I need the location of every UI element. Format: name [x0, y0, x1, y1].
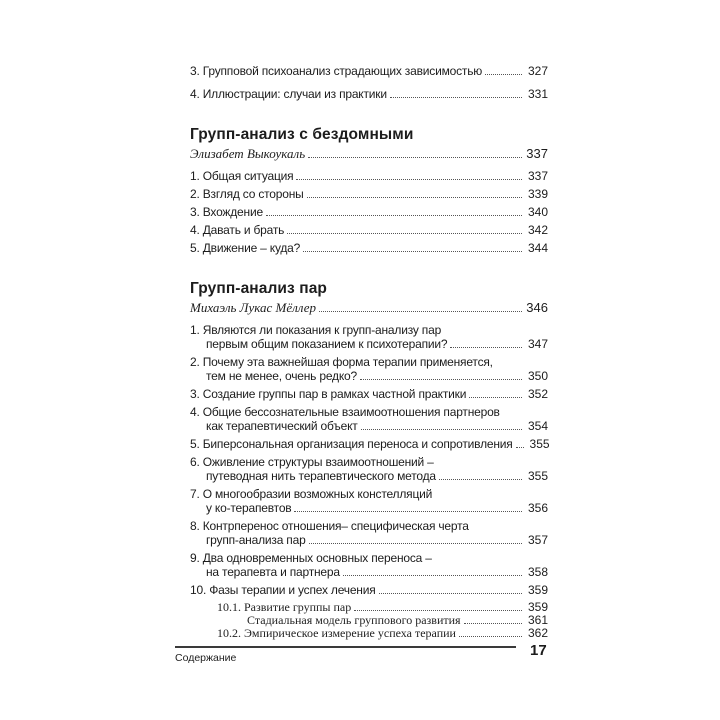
toc-item-text: 10. Фазы терапии и успех лечения	[190, 583, 376, 597]
dot-leader	[450, 347, 522, 348]
toc-item-line1: 8. Контрперенос отношения– специфическая черта	[190, 519, 469, 533]
toc-item	[190, 187, 548, 201]
toc-item-line2: как терапевтический объект	[206, 419, 358, 433]
toc-item-text: 3. Групповой психоанализ страдающих зависимостью	[190, 64, 483, 78]
footer-rule	[175, 646, 516, 648]
dot-leader	[464, 623, 522, 624]
toc-item	[190, 223, 548, 237]
toc-item-page: 342	[527, 223, 548, 237]
dot-leader	[459, 636, 522, 637]
dot-leader	[390, 97, 522, 98]
dot-leader	[296, 179, 522, 180]
dot-leader	[360, 379, 522, 380]
toc-item-page: 355	[529, 437, 550, 451]
toc-item-text: 2. Взгляд со стороны	[190, 187, 304, 201]
toc-author-name: Михаэль Лукас Мёллер	[190, 300, 317, 315]
toc-subitem	[190, 627, 548, 640]
page-footer	[175, 642, 548, 664]
toc-item	[190, 87, 548, 101]
dot-leader	[266, 215, 522, 216]
toc-item-text: 5. Движение – куда?	[190, 241, 301, 255]
dot-leader	[379, 593, 522, 594]
toc-item-line2: путеводная нить терапевтического метода	[206, 469, 436, 483]
toc-item	[190, 583, 548, 597]
dot-leader	[469, 397, 522, 398]
toc-item-line2: на терапевта и партнера	[206, 565, 340, 579]
toc-item-text: 3. Вхождение	[190, 205, 263, 219]
toc-item-page: 337	[526, 146, 548, 161]
toc-item-page: 337	[527, 169, 548, 183]
toc-item-page: 355	[527, 469, 548, 483]
toc-item-page: 350	[527, 369, 548, 383]
dot-leader	[319, 311, 522, 312]
dot-leader	[343, 575, 522, 576]
toc-subitem-text: Стадиальная модель группового развития	[247, 613, 461, 627]
toc-item-line1: 7. О многообразии возможных констелляций	[190, 487, 433, 501]
dot-leader	[361, 429, 522, 430]
toc-item-page: 358	[527, 565, 548, 579]
dot-leader	[287, 233, 522, 234]
toc-item-text: 3. Создание группы пар в рамках частной практики	[190, 387, 467, 401]
toc-item-line1: 1. Являются ли показания к групп-анализу пар	[190, 323, 442, 337]
toc-item-page: 347	[527, 337, 548, 351]
dot-leader	[294, 511, 522, 512]
toc-item-line2: первым общим показанием к психотерапии?	[206, 337, 448, 351]
dot-leader	[303, 251, 522, 252]
toc-item-page: 340	[527, 205, 548, 219]
toc-item	[190, 405, 548, 433]
dot-leader	[307, 197, 522, 198]
dot-leader	[308, 157, 522, 158]
toc-item-page: 359	[527, 600, 548, 614]
toc-item	[190, 551, 548, 579]
toc-item	[190, 323, 548, 351]
dot-leader	[309, 543, 522, 544]
toc-item-page: 354	[527, 419, 548, 433]
toc-item	[190, 169, 548, 183]
toc-item-text: 4. Давать и брать	[190, 223, 285, 237]
toc-item	[190, 519, 548, 547]
toc-section-heading: Групп-анализ с бездомными	[190, 126, 414, 143]
toc-item-page: 344	[527, 241, 548, 255]
toc-item-text: 5. Биперсональная организация переноса и сопротивления	[190, 437, 513, 451]
toc-item	[190, 241, 548, 255]
toc-item-page: 327	[527, 64, 548, 78]
toc-item	[190, 487, 548, 515]
toc-item-page: 362	[527, 626, 548, 640]
toc-item	[190, 387, 548, 401]
toc-section-heading: Групп-анализ пар	[190, 280, 328, 297]
toc-item-line1: 6. Оживление структуры взаимоотношений –	[190, 455, 434, 469]
dot-leader	[354, 610, 522, 611]
toc-item	[190, 355, 548, 383]
footer-section-label: Содержание	[175, 652, 237, 664]
toc-item-line2: у ко-терапевтов	[206, 501, 292, 515]
toc-item-line2: групп-анализа пар	[206, 533, 306, 547]
dot-leader	[516, 447, 524, 448]
toc-author-line	[190, 300, 548, 315]
toc-item-line2: тем не менее, очень редко?	[206, 369, 357, 383]
toc-item	[190, 64, 548, 78]
table-of-contents	[190, 64, 548, 640]
toc-item	[190, 437, 548, 451]
dot-leader	[485, 74, 522, 75]
toc-item-page: 356	[527, 501, 548, 515]
toc-item-page: 339	[527, 187, 548, 201]
footer-left	[175, 646, 516, 664]
toc-author-line	[190, 146, 548, 161]
toc-item-page: 359	[527, 583, 548, 597]
toc-item-page: 352	[527, 387, 548, 401]
footer-page-number: 17	[530, 642, 547, 659]
toc-item-text: 4. Иллюстрации: случаи из практики	[190, 87, 387, 101]
toc-item-page: 331	[527, 87, 548, 101]
toc-item-text: 1. Общая ситуация	[190, 169, 294, 183]
toc-item-line1: 9. Два одновременных основных переноса –	[190, 551, 432, 565]
toc-item-line1: 4. Общие бессознательные взаимоотношения партнеров	[190, 405, 500, 419]
toc-item-page: 346	[526, 300, 548, 315]
toc-subitem-text: 10.2. Эмпирическое измерение успеха терапии	[217, 626, 456, 640]
toc-item-page: 357	[527, 533, 548, 547]
toc-subitem-text: 10.1. Развитие группы пар	[217, 600, 352, 614]
toc-item	[190, 205, 548, 219]
toc-author-name: Элизабет Выкоукаль	[190, 146, 306, 161]
toc-item	[190, 455, 548, 483]
toc-item-page: 361	[527, 613, 548, 627]
toc-item-line1: 2. Почему эта важнейшая форма терапии применяется,	[190, 355, 493, 369]
dot-leader	[439, 479, 522, 480]
